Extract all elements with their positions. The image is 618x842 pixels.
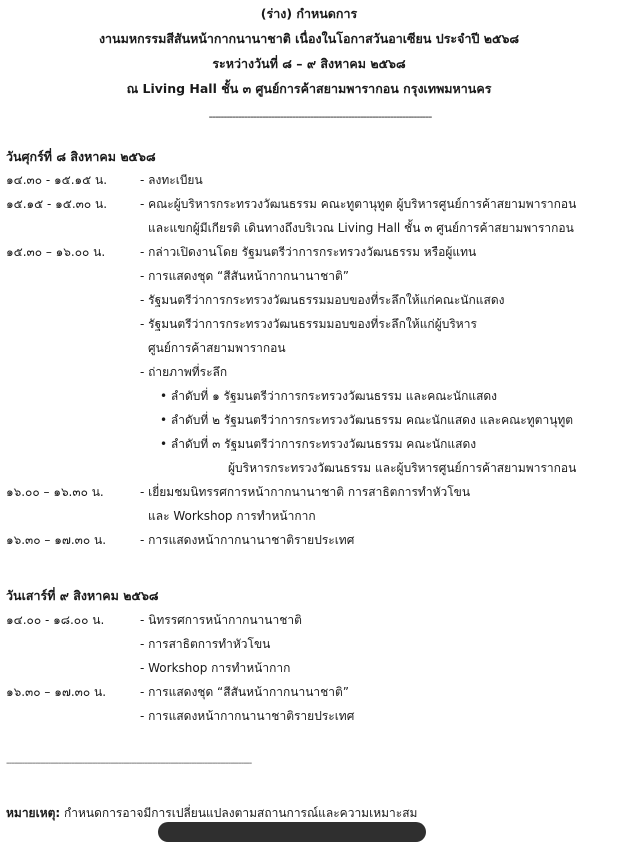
time-slot: ๑๕.๑๕ - ๑๕.๓๐ น.	[6, 197, 108, 211]
schedule-row	[0, 411, 618, 435]
day2-title: วันเสาร์ที่ ๙ สิงหาคม ๒๕๖๘	[6, 588, 159, 603]
photo-order-item: • ลำดับที่ ๓ รัฐมนตรีว่าการกระทรวงวัฒนธรรม คณะนักแสดง	[160, 437, 477, 451]
activity: - Workshop การทำหน้ากาก	[140, 661, 291, 675]
schedule-row	[0, 611, 618, 635]
event-venue: ณ Living Hall ชั้น ๓ ศูนย์การค้าสยามพารากอน กรุงเทพมหานคร	[126, 81, 492, 96]
schedule-row	[0, 291, 618, 315]
activity: - เยี่ยมชมนิทรรศการหน้ากากนานาชาติ การสาธิตการทำหัวโขน	[140, 485, 471, 499]
schedule-row	[0, 195, 618, 219]
activity: - การแสดงชุด “สีสันหน้ากากนานาชาติ”	[140, 269, 350, 283]
schedule-row	[0, 315, 618, 339]
activity: - การสาธิตการทำหัวโขน	[140, 637, 271, 651]
schedule-row	[0, 483, 618, 507]
header-separator: ---------------------------------------------------------------------------	[208, 110, 432, 123]
schedule-row	[0, 387, 618, 411]
activity-continued: และแขกผู้มีเกียรติ เดินทางถึงบริเวณ Living Hall ชั้น ๓ ศูนย์การค้าสยามพารากอน	[148, 221, 574, 235]
activity: - ลงทะเบียน	[140, 173, 203, 187]
schedule-row	[0, 267, 618, 291]
time-slot: ๑๔.๐๐ - ๑๘.๐๐ น.	[6, 613, 105, 627]
time-slot: ๑๖.๐๐ – ๑๖.๓๐ น.	[6, 485, 104, 499]
activity: - รัฐมนตรีว่าการกระทรวงวัฒนธรรมมอบของที่ระลึกให้แก่ผู้บริหาร	[140, 317, 477, 331]
activity: - นิทรรศการหน้ากากนานาชาติ	[140, 613, 302, 627]
schedule-row	[0, 219, 618, 243]
schedule-row	[0, 507, 618, 531]
remark	[6, 804, 417, 823]
activity: - การแสดงหน้ากากนานาชาติรายประเทศ	[140, 709, 355, 723]
time-slot: ๑๖.๓๐ – ๑๗.๓๐ น.	[6, 533, 107, 547]
event-title: งานมหกรรมสีสันหน้ากากนานาชาติ เนื่องในโอกาสวันอาเซียน ประจำปี ๒๕๖๘	[98, 31, 520, 46]
activity-continued: ศูนย์การค้าสยามพารากอน	[148, 341, 286, 355]
activity-continued: และ Workshop การทำหน้ากาก	[148, 509, 316, 523]
schedule-row	[0, 339, 618, 363]
schedule-row	[0, 171, 618, 195]
schedule-row	[0, 659, 618, 683]
footer-separator: ----------------------------------------------------------------------------------------------	[6, 758, 252, 769]
schedule-row	[0, 683, 618, 707]
activity: - การแสดงหน้ากากนานาชาติรายประเทศ	[140, 533, 355, 547]
schedule-row	[0, 435, 618, 459]
photo-order-item: • ลำดับที่ ๑ รัฐมนตรีว่าการกระทรวงวัฒนธรรม และคณะนักแสดง	[160, 389, 498, 403]
activity: - กล่าวเปิดงานโดย รัฐมนตรีว่าการกระทรวงวัฒนธรรม หรือผู้แทน	[140, 245, 477, 259]
viewer-toolbar[interactable]	[158, 822, 426, 842]
remark-label: หมายเหตุ:	[6, 806, 61, 820]
photo-order-item: • ลำดับที่ ๒ รัฐมนตรีว่าการกระทรวงวัฒนธรรม คณะนักแสดง และคณะทูตานุทูต	[160, 413, 574, 427]
photo-order-continued: ผู้บริหารกระทรวงวัฒนธรรม และผู้บริหารศูนย์การค้าสยามพารากอน	[228, 461, 577, 475]
remark-text: กำหนดการอาจมีการเปลี่ยนแปลงตามสถานการณ์และความเหมาะสม	[60, 806, 418, 820]
schedule-row	[0, 363, 618, 387]
activity: - การแสดงชุด “สีสันหน้ากากนานาชาติ”	[140, 685, 350, 699]
event-dates: ระหว่างวันที่ ๘ – ๙ สิงหาคม ๒๕๖๘	[212, 56, 406, 71]
time-slot: ๑๖.๓๐ – ๑๗.๓๐ น.	[6, 685, 107, 699]
time-slot: ๑๕.๓๐ – ๑๖.๐๐ น.	[6, 245, 106, 259]
schedule-row	[0, 635, 618, 659]
time-slot: ๑๔.๓๐ - ๑๕.๑๕ น.	[6, 173, 108, 187]
activity: - ถ่ายภาพที่ระลึก	[140, 365, 228, 379]
schedule-row	[0, 243, 618, 267]
schedule-row	[0, 531, 618, 555]
draft-schedule-title: (ร่าง) กำหนดการ	[260, 6, 358, 21]
activity: - รัฐมนตรีว่าการกระทรวงวัฒนธรรมมอบของที่ระลึกให้แก่คณะนักแสดง	[140, 293, 505, 307]
activity: - คณะผู้บริหารกระทรวงวัฒนธรรม คณะทูตานุทูต ผู้บริหารศูนย์การค้าสยามพารากอน	[140, 197, 577, 211]
schedule-row	[0, 707, 618, 731]
day1-title: วันศุกร์ที่ ๘ สิงหาคม ๒๕๖๘	[6, 149, 156, 164]
schedule-row	[0, 459, 618, 483]
